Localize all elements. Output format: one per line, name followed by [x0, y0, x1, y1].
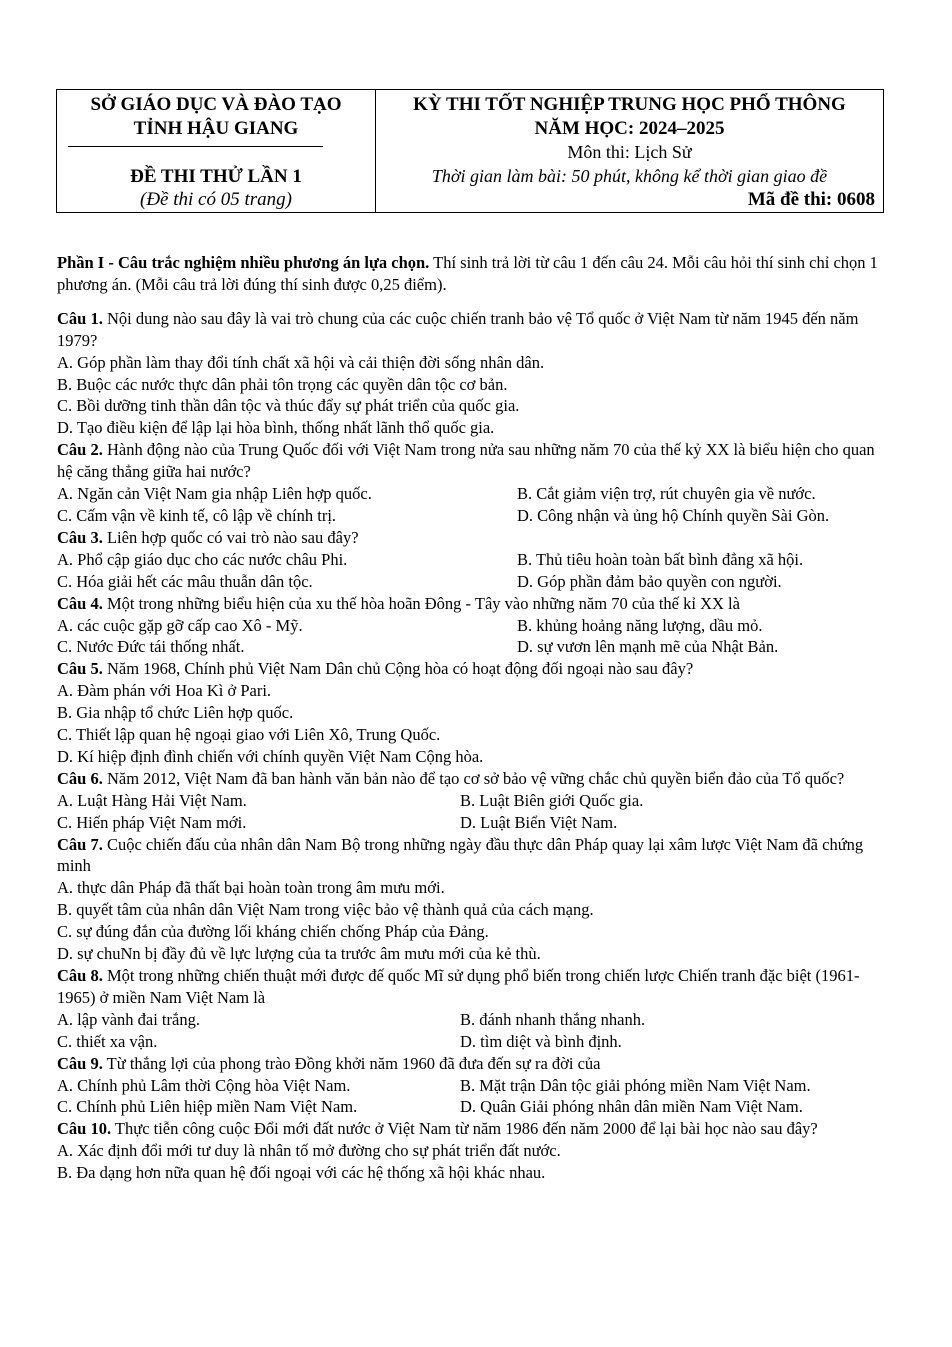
answer-option: D. Công nhận và ủng hộ Chính quyền Sài Gòn.	[517, 505, 830, 525]
subject: Môn thi: Lịch Sử	[567, 142, 692, 162]
option-row	[57, 571, 887, 593]
question-stem	[57, 658, 887, 680]
question-number: Câu 5.	[57, 659, 103, 679]
answer-option: C. Hiến pháp Việt Nam mới.	[57, 812, 247, 832]
answer-option: D. Kí hiệp định đình chiến với chính quyền Việt Nam Cộng hòa.	[57, 746, 484, 766]
question-text: Năm 2012, Việt Nam đã ban hành văn bản nào để tạo cơ sở bảo vệ vững chắc chủ quyền biển đảo của Tổ quốc?	[102, 768, 845, 788]
option-row	[57, 549, 887, 571]
exam-title: KỲ THI TỐT NGHIỆP TRUNG HỌC PHỔ THÔNG	[413, 94, 846, 115]
question-number: Câu 3.	[57, 527, 103, 547]
header-left-cell	[57, 90, 376, 212]
answer-option: A. lập vành đai trắng.	[57, 1009, 200, 1029]
answer-option: B. Mặt trận Dân tộc giải phóng miền Nam Việt Nam.	[460, 1075, 811, 1095]
answer-option: B. khủng hoảng năng lượng, dầu mỏ.	[517, 615, 763, 635]
question-stem	[57, 965, 887, 1009]
question-text: Từ thắng lợi của phong trào Đồng khởi năm 1960 đã đưa đến sự ra đời của	[102, 1053, 601, 1073]
question-text: Năm 1968, Chính phủ Việt Nam Dân chủ Cộng hòa có hoạt động đối ngoại nào sau đây?	[102, 659, 694, 679]
answer-option: D. Góp phần đảm bảo quyền con người.	[517, 571, 782, 591]
answer-option: C. Thiết lập quan hệ ngoại giao với Liên Xô, Trung Quốc.	[57, 725, 441, 745]
question-stem	[57, 834, 887, 878]
option-row	[57, 636, 887, 658]
question-text: Một trong những chiến thuật mới được đế quốc Mĩ sử dụng phổ biến trong chiến lược Chiến tranh đặc biệt (1961-1965) ở miền Nam Việt Nam là	[57, 966, 860, 1007]
answer-option: D. Tạo điều kiện để lập lại hòa bình, thống nhất lãnh thổ quốc gia.	[57, 418, 495, 438]
department-name: SỞ GIÁO DỤC VÀ ĐÀO TẠO	[90, 94, 342, 115]
question-stem	[57, 593, 887, 615]
school-year: NĂM HỌC: 2024–2025	[534, 118, 725, 139]
option-row	[57, 483, 887, 505]
question-stem	[57, 768, 887, 790]
question-number: Câu 7.	[57, 834, 103, 854]
option-row	[57, 1031, 887, 1053]
answer-option: D. sự chuNn bị đầy đủ về lực lượng của ta trước âm mưu mới của kẻ thù.	[57, 944, 541, 964]
answer-option: B. Gia nhập tổ chức Liên hợp quốc.	[57, 703, 294, 723]
answer-option: B. quyết tâm của nhân dân Việt Nam trong việc bảo vệ thành quả của cách mạng.	[57, 900, 594, 920]
answer-option: A. Góp phần làm thay đổi tính chất xã hội và cải thiện đời sống nhân dân.	[57, 352, 545, 372]
question-text: Thực tiễn công cuộc Đổi mới đất nước ở Việt Nam từ năm 1986 đến năm 2000 để lại bài học nào sau đây?	[111, 1119, 818, 1139]
answer-option: C. sự đúng đắn của đường lối kháng chiến chống Pháp của Đảng.	[57, 922, 489, 942]
answer-option: A. Đàm phán với Hoa Kì ở Pari.	[57, 681, 272, 701]
pages-note: (Đề thi có 05 trang)	[140, 189, 292, 210]
answer-option: C. Cấm vận về kinh tế, cô lập về chính trị.	[57, 505, 337, 525]
header-right-cell	[376, 90, 883, 212]
answer-option: C. Chính phủ Liên hiệp miền Nam Việt Nam.	[57, 1097, 358, 1117]
exam-name: ĐỀ THI THỬ LẦN 1	[130, 166, 302, 187]
question-stem	[57, 527, 887, 549]
option-row	[57, 1009, 887, 1031]
answer-option: A. Chính phủ Lâm thời Cộng hòa Việt Nam.	[57, 1075, 351, 1095]
question-text: Hành động nào của Trung Quốc đối với Việt Nam trong nửa sau những năm 70 của thế kỷ XX là biểu hiện cho quan hệ căng thẳng giữa hai nước?	[57, 440, 875, 482]
section-text: Thí sinh trả lời từ câu 1 đến câu 24. Mỗi câu hỏi thí sinh chỉ chọn 1 phương án. (Mỗi câu trả lời đúng thí sinh được 0,25 điểm).	[57, 253, 878, 294]
section-title: Phần I - Câu trắc nghiệm nhiều phương án lựa chọn.	[57, 253, 430, 272]
answer-option: A. Phổ cập giáo dục cho các nước châu Phi.	[57, 549, 348, 569]
question-text: Liên hợp quốc có vai trò nào sau đây?	[102, 527, 359, 547]
answer-option: A. thực dân Pháp đã thất bại hoàn toàn trong âm mưu mới.	[57, 878, 445, 898]
question-text: Cuộc chiến đấu của nhân dân Nam Bộ trong những ngày đầu thực dân Pháp quay lại xâm lược Việt Nam đã chứng minh	[57, 834, 864, 876]
exam-header	[56, 89, 884, 213]
exam-code: Mã đề thi: 0608	[747, 189, 875, 210]
option-row	[57, 790, 887, 812]
option-row	[57, 505, 887, 527]
option-row	[57, 1096, 887, 1118]
answer-option: D. tìm diệt và bình định.	[460, 1031, 622, 1051]
answer-option: D. Quân Giải phóng nhân dân miền Nam Việt Nam.	[460, 1097, 803, 1117]
answer-option: C. Hóa giải hết các mâu thuẫn dân tộc.	[57, 571, 313, 591]
question-text: Một trong những biểu hiện của xu thế hòa hoãn Đông - Tây vào những năm 70 của thế kỉ XX là	[102, 593, 740, 613]
question-stem	[57, 308, 887, 352]
answer-option: B. đánh nhanh thắng nhanh.	[460, 1009, 646, 1029]
answer-option: C. Nước Đức tái thống nhất.	[57, 637, 245, 657]
question-number: Câu 4.	[57, 593, 103, 613]
question-number: Câu 8.	[57, 966, 103, 985]
answer-option: D. Luật Biển Việt Nam.	[460, 812, 618, 832]
answer-option: D. sự vươn lên mạnh mẽ của Nhật Bản.	[517, 637, 779, 657]
answer-option: A. Xác định đổi mới tư duy là nhân tố mở đường cho sự phát triển đất nước.	[57, 1141, 561, 1161]
question-number: Câu 2.	[57, 440, 103, 460]
answer-option: A. Luật Hàng Hải Việt Nam.	[57, 790, 247, 810]
header-divider	[68, 146, 323, 147]
answer-option: A. Ngăn cản Việt Nam gia nhập Liên hợp quốc.	[57, 484, 372, 504]
exam-body	[57, 252, 887, 1184]
question-text: Nội dung nào sau đây là vai trò chung của các cuộc chiến tranh bảo vệ Tổ quốc ở Việt Nam từ năm 1945 đến năm 1979?	[57, 308, 859, 350]
answer-option: C. Bồi dưỡng tinh thần dân tộc và thúc đẩy sự phát triển của quốc gia.	[57, 396, 520, 416]
option-row	[57, 1075, 887, 1097]
question-stem	[57, 1053, 887, 1075]
answer-option: B. Cắt giảm viện trợ, rút chuyên gia về nước.	[517, 484, 816, 504]
question-stem	[57, 439, 887, 483]
question-number: Câu 10.	[57, 1119, 112, 1139]
answer-option: C. thiết xa vận.	[57, 1031, 158, 1051]
answer-option: B. Buộc các nước thực dân phải tôn trọng các quyền dân tộc cơ bản.	[57, 374, 508, 394]
question-number: Câu 6.	[57, 768, 103, 788]
answer-option: B. Thủ tiêu hoàn toàn bất bình đẳng xã hội.	[517, 549, 804, 569]
time-limit: Thời gian làm bài: 50 phút, không kể thời gian giao đề	[431, 166, 828, 186]
answer-option: A. các cuộc gặp gỡ cấp cao Xô - Mỹ.	[57, 615, 303, 635]
answer-option: B. Đa dạng hơn nữa quan hệ đối ngoại với các hệ thống xã hội khác nhau.	[57, 1163, 546, 1183]
answer-option: B. Luật Biên giới Quốc gia.	[460, 790, 644, 810]
question-number: Câu 9.	[57, 1053, 103, 1073]
section-intro	[57, 252, 887, 296]
option-row	[57, 615, 887, 637]
question-stem	[57, 1118, 887, 1140]
province-name: TỈNH HẬU GIANG	[133, 118, 299, 139]
option-row	[57, 812, 887, 834]
question-number: Câu 1.	[57, 308, 103, 328]
